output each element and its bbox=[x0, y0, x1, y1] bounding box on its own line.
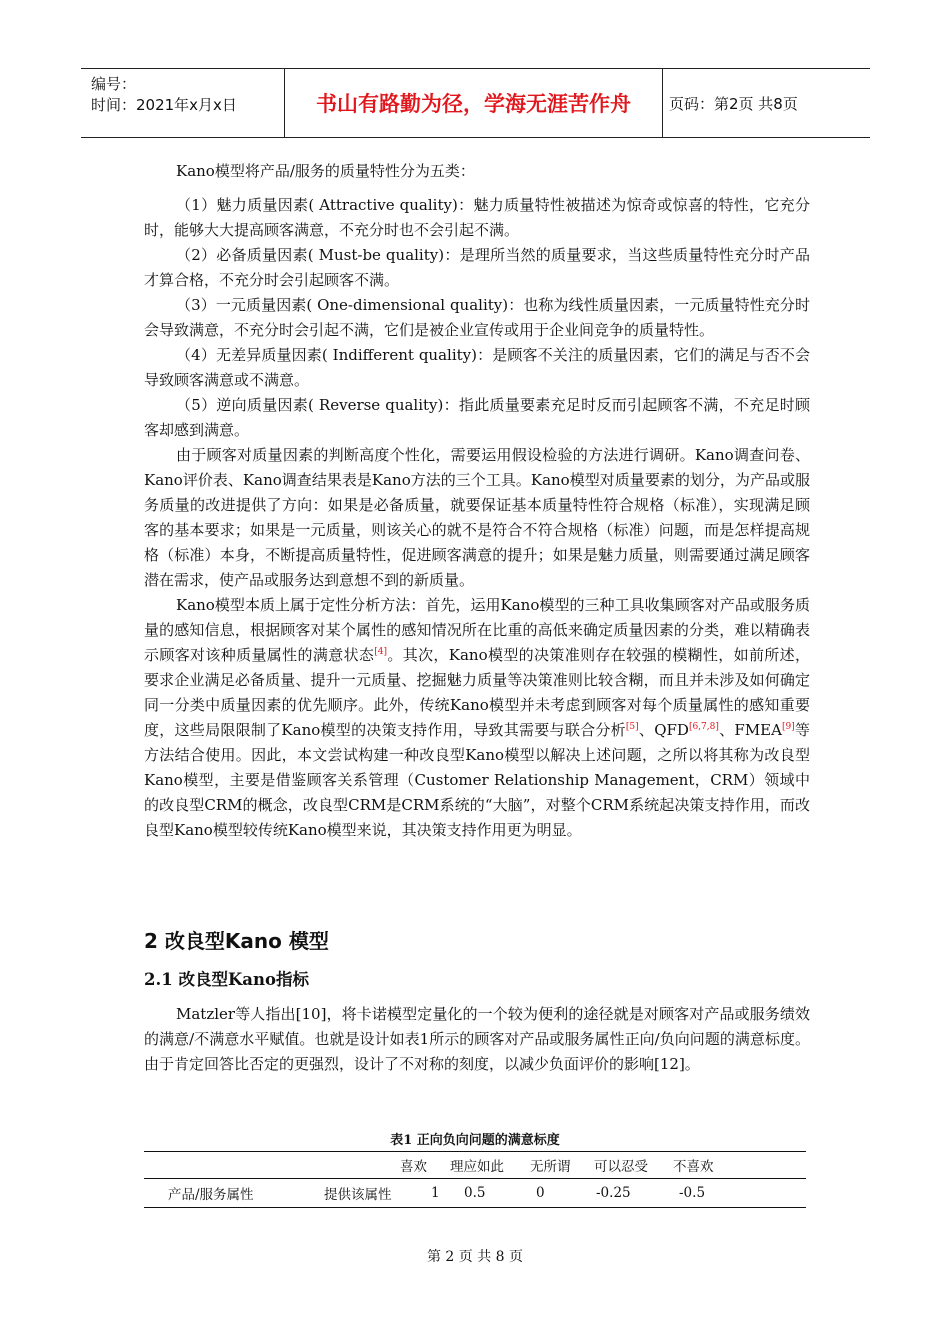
table-cell: 1 bbox=[400, 1179, 450, 1208]
text-run: 等方法结合使用。因此，本文尝试构建一种改良型Kano模型以解决上述问题，之所以将其称为改良型Kano模型，主要是借鉴顾客关系管理（Customer Relationship Management，CRM）领域中的改良型CRM的概念，改良型CRM是CRM系统的“大脑”，对整个CRM系统起决策支持作用，而改良型Kano模型较传统Kano模型来说，其决策支持作用更为明显。 bbox=[144, 721, 810, 839]
row-label: 产品/服务属性 bbox=[144, 1179, 272, 1208]
table-cell: -0.25 bbox=[594, 1179, 673, 1208]
table-caption: 表1 正向负向问题的满意标度 bbox=[390, 1133, 560, 1148]
header-cell: 无所谓 bbox=[530, 1152, 594, 1179]
header-cell: 可以忍受 bbox=[594, 1152, 673, 1179]
citation-link[interactable]: [6,7,8] bbox=[688, 722, 719, 732]
paragraph: Matzler等人指出[10]，将卡诺模型定量化的一个较为便利的途径就是对顾客对产品或服务绩效的满意/不满意水平赋值。也就是设计如表1所示的顾客对产品或服务属性正向/负向问题的满意标度。由于肯定回答比否定的更强烈，设计了不对称的刻度，以减少负面评价的影响[12]。 bbox=[144, 1005, 810, 1073]
header-cell: 理应如此 bbox=[450, 1152, 530, 1179]
text-run: 、FMEA bbox=[718, 721, 782, 739]
citation-link[interactable]: [4] bbox=[374, 647, 388, 657]
header-meta bbox=[81, 69, 284, 137]
text-run: 。其次，Kano模型的决策准则存在较强的模糊性，如前所述，要求企业满足必备质量、提升一元质量、挖掘魅力质量等决策准则比较含糊，而且并未涉及如何确定同一分类中质量因素的优先顺序。此外，传统Kano模型并未考虑到顾客对每个质量属性的感知重要度，这些局限限制了Kano模型的决策支持作用，导致其需要与联合分析 bbox=[144, 646, 811, 739]
paragraph: （5）逆向质量因素( Reverse quality)：指此质量要素充足时反而引起顾客不满，不充足时顾客却感到满意。 bbox=[144, 396, 810, 439]
paragraph: （3）一元质量因素( One-dimensional quality)：也称为线性质量因素，一元质量特性充分时会导致满意，不充分时会引起不满，它们是被企业宣传或用于企业间竞争的质量特性。 bbox=[144, 296, 810, 339]
body-text-2 bbox=[144, 1002, 810, 1077]
text-run: Kano模型本质上属于定性分析方法：首先，运用Kano模型的三种工具收集顾客对产品或服务质量的感知信息，根据顾客对某个属性的感知情况所在比重的高低来确定质量因素的分类，难以精确表示顾客对该种质量属性的满意状态 bbox=[144, 596, 810, 664]
row-label: 提供该属性 bbox=[272, 1179, 400, 1208]
table-cell: -0.5 bbox=[673, 1179, 806, 1208]
citation-link[interactable]: [5] bbox=[625, 722, 639, 732]
table-cell: 0.5 bbox=[450, 1179, 530, 1208]
text-run: 、QFD bbox=[638, 721, 689, 739]
table-row bbox=[144, 1179, 806, 1208]
paragraph bbox=[144, 593, 810, 843]
date-label: 时间：2021年x月x日 bbox=[91, 96, 237, 114]
paragraph: Kano模型将产品/服务的质量特性分为五类： bbox=[176, 162, 475, 180]
table-cell: 0 bbox=[530, 1179, 594, 1208]
satisfaction-scale-table bbox=[144, 1151, 806, 1208]
number-label: 编号： bbox=[91, 75, 137, 93]
section-heading: 2 改良型Kano 模型 bbox=[144, 929, 329, 953]
citation-link[interactable]: [9] bbox=[781, 722, 795, 732]
paragraph: （1）魅力质量因素( Attractive quality)：魅力质量特性被描述为惊奇或惊喜的特性，它充分时，能够大大提高顾客满意，不充分时也不会引起不满。 bbox=[144, 196, 810, 239]
header-motto: 书山有路勤为径，学海无涯苦作舟 bbox=[284, 69, 663, 137]
table-header-row bbox=[144, 1152, 806, 1179]
paragraph: （4）无差异质量因素( Indifferent quality)：是顾客不关注的质量因素，它们的满足与否不会导致顾客满意或不满意。 bbox=[144, 346, 810, 389]
header-page-info: 页码：第2页 共8页 bbox=[669, 94, 798, 113]
page-footer: 第 2 页 共 8 页 bbox=[426, 1249, 524, 1265]
header-cell: 喜欢 bbox=[400, 1152, 450, 1179]
paragraph: 由于顾客对质量因素的判断高度个性化，需要运用假设检验的方法进行调研。Kano调查问卷、Kano评价表、Kano调查结果表是Kano方法的三个工具。Kano模型对质量要素的划分，为产品或服务质量的改进提供了方向：如果是必备质量，就要保证基本质量特性符合规格（标准），实现满足顾客的基本要求；如果是一元质量，则该关心的就不是符合不符合规格（标准）问题，而是怎样提高规格（标准）本身，不断提高质量特性，促进顾客满意的提升；如果是魅力质量，则需要通过满足顾客潜在需求，使产品或服务达到意想不到的新质量。 bbox=[144, 446, 810, 589]
header-cell: 不喜欢 bbox=[673, 1152, 806, 1179]
body-text bbox=[144, 159, 810, 843]
subsection-heading: 2.1 改良型Kano指标 bbox=[144, 970, 309, 989]
page-header bbox=[81, 68, 870, 138]
paragraph: （2）必备质量因素( Must-be quality)：是理所当然的质量要求，当这些质量特性充分时产品才算合格，不充分时会引起顾客不满。 bbox=[144, 246, 810, 289]
